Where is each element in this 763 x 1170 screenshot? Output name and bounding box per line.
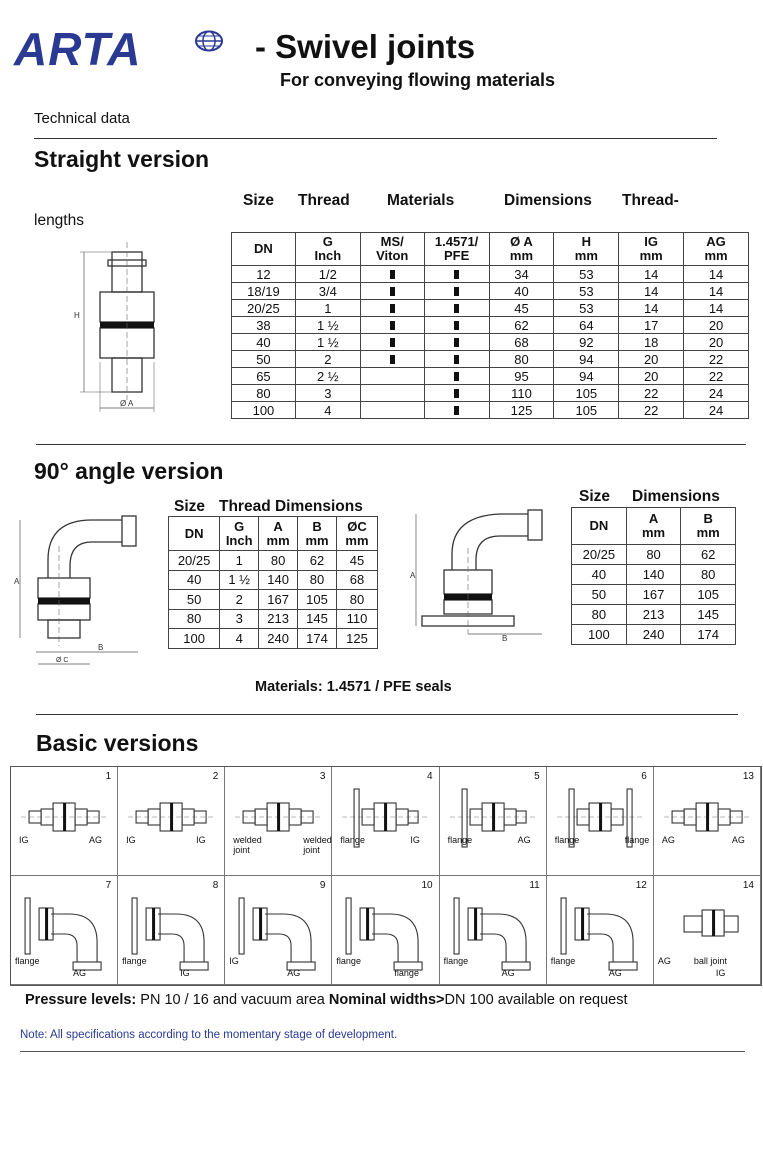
table-row [572, 585, 736, 605]
table-cell: 80 [336, 590, 377, 610]
basic-version-drawing [332, 876, 439, 985]
table-cell: 3 [295, 385, 360, 402]
a-label: Ø A [120, 399, 134, 408]
angle-size-label: Size [174, 498, 206, 515]
table-cell: 14 [619, 266, 684, 283]
table-row [232, 368, 749, 385]
table-cell: 100 [232, 402, 296, 419]
basic-version-cell [547, 767, 654, 876]
table-row [169, 570, 378, 590]
table-cell [360, 317, 424, 334]
material-available-mark [454, 389, 459, 398]
basic-version-cell [11, 876, 118, 985]
divider [36, 714, 738, 715]
table-cell [424, 351, 489, 368]
table-row [232, 300, 749, 317]
material-available-mark [390, 321, 395, 330]
connection-label: IG [180, 968, 190, 978]
table-cell: 4 [295, 402, 360, 419]
column-header: G Inch [220, 517, 259, 551]
table-cell: 40 [232, 334, 296, 351]
column-header: B mm [298, 517, 337, 551]
angle-heading: 90° angle version [34, 458, 224, 484]
connection-label: flange [340, 835, 365, 845]
table-cell: 92 [554, 334, 619, 351]
table-cell: 14 [619, 300, 684, 317]
table-cell: 20/25 [169, 551, 220, 571]
table-cell: 213 [259, 609, 298, 629]
connection-label: welded joint [233, 835, 262, 855]
globe-icon [194, 30, 224, 52]
table-cell: 50 [572, 585, 627, 605]
table-cell: 20/25 [232, 300, 296, 317]
version-number: 5 [534, 771, 540, 782]
angle-right-dims-label: Dimensions [632, 488, 720, 505]
pressure-line [25, 992, 628, 1008]
table-cell: 105 [554, 402, 619, 419]
material-available-mark [454, 372, 459, 381]
straight-heading: Straight version [34, 146, 210, 172]
table-cell: 20 [619, 351, 684, 368]
svg-text:Ø C: Ø C [56, 657, 69, 664]
connection-label: AG [517, 835, 531, 845]
connection-label: IG [126, 835, 136, 845]
table-cell: 22 [619, 385, 684, 402]
version-number: 10 [421, 880, 433, 891]
column-header: A mm [626, 508, 681, 545]
table-cell [424, 300, 489, 317]
column-header: G Inch [295, 233, 360, 266]
material-available-mark [390, 304, 395, 313]
connection-label: flange [550, 956, 576, 966]
table-cell: 20/25 [572, 545, 627, 565]
table-cell [424, 402, 489, 419]
table-row [572, 545, 736, 565]
table-row [232, 283, 749, 300]
pressure-label: Pressure levels: [25, 992, 137, 1008]
table-row [232, 402, 749, 419]
table-cell: 80 [169, 609, 220, 629]
connection-label: welded joint [303, 835, 332, 855]
basic-version-drawing [118, 767, 225, 876]
version-number: 1 [105, 771, 112, 782]
material-available-mark [454, 287, 459, 296]
svg-text:A: A [14, 577, 20, 586]
table-cell: 22 [684, 351, 749, 368]
table-cell: 240 [626, 625, 681, 645]
material-available-mark [454, 270, 459, 279]
dimensions-label: Dimensions [504, 192, 592, 209]
basic-version-drawing [440, 876, 547, 985]
table-cell: 2 ½ [295, 368, 360, 385]
table-cell: 125 [489, 402, 554, 419]
table-cell: 40 [489, 283, 554, 300]
connection-label: flange [122, 956, 147, 966]
table-cell: 62 [681, 545, 736, 565]
table-cell: 240 [259, 629, 298, 649]
table-cell: 62 [489, 317, 554, 334]
basic-version-cell [118, 876, 225, 985]
basic-version-drawing [440, 767, 547, 876]
angle-materials: Materials: 1.4571 / PFE seals [255, 679, 452, 695]
table-cell: 22 [619, 402, 684, 419]
version-number: 6 [641, 771, 647, 782]
version-number: 7 [105, 880, 112, 891]
version-number: 12 [635, 880, 647, 891]
table-cell [424, 334, 489, 351]
version-number: 13 [742, 771, 754, 782]
connection-label: AG [73, 968, 87, 978]
material-available-mark [390, 355, 395, 364]
version-number: 8 [212, 880, 219, 891]
table-cell: 145 [681, 605, 736, 625]
table-cell: 80 [232, 385, 296, 402]
table-cell: 110 [336, 609, 377, 629]
connection-label: AG [657, 956, 671, 966]
materials-label: Materials [387, 192, 455, 209]
table-cell: 68 [489, 334, 554, 351]
table-row [232, 385, 749, 402]
table-cell: 18/19 [232, 283, 296, 300]
table-cell: 68 [336, 570, 377, 590]
angle-left-table [168, 516, 378, 649]
table-cell: 125 [336, 629, 377, 649]
table-cell: 1 ½ [295, 317, 360, 334]
basic-version-drawing [654, 767, 761, 876]
table-cell: 80 [489, 351, 554, 368]
basic-version-drawing [547, 767, 654, 876]
table-row [169, 551, 378, 571]
table-cell: 213 [626, 605, 681, 625]
table-cell [424, 283, 489, 300]
connection-label: IG [196, 835, 206, 845]
thread-lengths-label: Thread- [622, 192, 679, 209]
material-available-mark [454, 304, 459, 313]
table-cell: 105 [681, 585, 736, 605]
brand-name: ARTA [14, 23, 142, 75]
nominal-label: Nominal widths> [328, 992, 445, 1008]
table-cell: 40 [169, 570, 220, 590]
basic-version-cell [118, 767, 225, 876]
connection-label: flange [394, 968, 419, 978]
basic-version-drawing [225, 767, 332, 876]
basic-version-cell [332, 767, 439, 876]
nominal-value: DN 100 available on request [444, 992, 628, 1008]
connection-label: flange [447, 835, 473, 845]
table-cell: 45 [489, 300, 554, 317]
basic-version-cell [225, 876, 332, 985]
svg-text:B: B [502, 634, 508, 642]
table-cell: 62 [298, 551, 337, 571]
basic-version-cell [654, 767, 761, 876]
table-cell: 17 [619, 317, 684, 334]
connection-label: AG [501, 968, 515, 978]
table-row [169, 609, 378, 629]
size-label: Size [243, 192, 275, 209]
thread-lengths-label-2: lengths [34, 212, 84, 229]
table-cell: 174 [681, 625, 736, 645]
column-header: DN [572, 508, 627, 545]
material-available-mark [454, 355, 459, 364]
technical-data-label: Technical data [34, 110, 130, 127]
svg-text:A: A [410, 571, 416, 580]
table-cell: 1 ½ [295, 334, 360, 351]
angle-flange-drawing [410, 508, 560, 642]
svg-text:B: B [98, 643, 104, 652]
table-cell: 95 [489, 368, 554, 385]
connection-label: AG [89, 835, 103, 845]
angle-joint-drawing [12, 506, 144, 672]
table-cell: 14 [684, 266, 749, 283]
basic-heading: Basic versions [36, 730, 199, 756]
table-cell [360, 283, 424, 300]
material-available-mark [454, 321, 459, 330]
angle-right-table [571, 507, 736, 645]
column-header: AG mm [684, 233, 749, 266]
table-cell: 174 [298, 629, 337, 649]
basic-version-cell [654, 876, 761, 985]
arta-logo [14, 23, 220, 75]
table-cell [360, 402, 424, 419]
table-cell: 18 [619, 334, 684, 351]
table-cell [360, 334, 424, 351]
divider [34, 138, 717, 139]
table-row [169, 629, 378, 649]
version-number: 11 [529, 880, 540, 891]
material-available-mark [390, 287, 395, 296]
table-cell: 40 [572, 565, 627, 585]
table-cell [360, 368, 424, 385]
connection-label: ball joint [693, 956, 727, 966]
table-cell: 167 [259, 590, 298, 610]
material-available-mark [390, 338, 395, 347]
table-cell: 24 [684, 385, 749, 402]
table-cell: 3 [220, 609, 259, 629]
connection-label: flange [15, 956, 40, 966]
connection-label: AG [608, 968, 622, 978]
table-cell: 12 [232, 266, 296, 283]
table-cell: 140 [259, 570, 298, 590]
table-cell: 14 [619, 283, 684, 300]
table-cell: 20 [684, 334, 749, 351]
basic-version-cell [440, 767, 547, 876]
straight-joint-drawing [72, 232, 182, 418]
table-cell [424, 368, 489, 385]
table-cell: 2 [295, 351, 360, 368]
version-number: 9 [319, 880, 326, 891]
column-header: H mm [554, 233, 619, 266]
basic-version-cell [332, 876, 439, 985]
basic-version-drawing [225, 876, 332, 985]
table-cell: 80 [572, 605, 627, 625]
basic-version-cell [547, 876, 654, 985]
table-row [232, 351, 749, 368]
table-cell: 53 [554, 283, 619, 300]
table-cell: 53 [554, 300, 619, 317]
table-cell: 145 [298, 609, 337, 629]
table-cell: 3/4 [295, 283, 360, 300]
table-cell: 50 [169, 590, 220, 610]
table-cell: 20 [684, 317, 749, 334]
table-row [232, 266, 749, 283]
basic-version-drawing [118, 876, 225, 985]
table-cell: 14 [684, 283, 749, 300]
table-cell [360, 351, 424, 368]
table-row [572, 625, 736, 645]
pressure-value: PN 10 / 16 and vacuum area [136, 992, 329, 1008]
table-cell: 22 [684, 368, 749, 385]
basic-version-drawing [11, 767, 118, 876]
connection-label: IG [715, 968, 726, 978]
angle-right-size-label: Size [579, 488, 611, 505]
material-available-mark [390, 270, 395, 279]
divider [36, 444, 746, 445]
table-row [572, 565, 736, 585]
connection-label: AG [731, 835, 745, 845]
table-cell: 140 [626, 565, 681, 585]
connection-label: AG [661, 835, 675, 845]
column-header: A mm [259, 517, 298, 551]
table-cell: 80 [298, 570, 337, 590]
connection-label: IG [410, 835, 420, 845]
basic-version-drawing [11, 876, 118, 985]
table-cell: 50 [232, 351, 296, 368]
table-cell: 80 [681, 565, 736, 585]
column-header: DN [169, 517, 220, 551]
connection-label: flange [443, 956, 469, 966]
table-row [169, 590, 378, 610]
basic-version-drawing [654, 876, 761, 985]
column-header: IG mm [619, 233, 684, 266]
straight-table [231, 232, 749, 419]
angle-thread-dims-label: Thread Dimensions [219, 498, 363, 515]
table-cell: 110 [489, 385, 554, 402]
table-cell: 167 [626, 585, 681, 605]
basic-version-drawing [547, 876, 654, 985]
column-header: ØC mm [336, 517, 377, 551]
connection-label: IG [19, 835, 29, 845]
table-cell: 20 [619, 368, 684, 385]
page-title: - Swivel joints [255, 28, 476, 65]
table-cell: 80 [259, 551, 298, 571]
version-number: 2 [212, 771, 219, 782]
table-cell [424, 385, 489, 402]
connection-label: IG [229, 956, 239, 966]
table-cell: 94 [554, 351, 619, 368]
column-header: Ø A mm [489, 233, 554, 266]
development-note: Note: All specifications according to the momentary stage of development. [20, 1029, 398, 1041]
basic-version-cell [440, 876, 547, 985]
column-header: 1.4571/ PFE [424, 233, 489, 266]
divider [20, 1051, 745, 1052]
table-cell: 38 [232, 317, 296, 334]
table-cell [424, 317, 489, 334]
basic-versions-grid [10, 766, 762, 986]
basic-version-cell [225, 767, 332, 876]
table-cell: 100 [169, 629, 220, 649]
connection-label: flange [554, 835, 580, 845]
table-cell: 14 [684, 300, 749, 317]
table-cell: 94 [554, 368, 619, 385]
table-cell: 34 [489, 266, 554, 283]
basic-version-drawing [332, 767, 439, 876]
material-available-mark [454, 338, 459, 347]
thread-label: Thread [298, 192, 350, 209]
table-row [232, 334, 749, 351]
table-cell: 64 [554, 317, 619, 334]
connection-label: flange [336, 956, 361, 966]
table-cell: 1 ½ [220, 570, 259, 590]
h-label: H [74, 311, 80, 320]
table-cell [360, 385, 424, 402]
table-cell: 105 [298, 590, 337, 610]
table-cell [424, 266, 489, 283]
table-cell: 1/2 [295, 266, 360, 283]
table-cell: 1 [220, 551, 259, 571]
connection-label: AG [287, 968, 301, 978]
table-cell: 24 [684, 402, 749, 419]
table-cell: 4 [220, 629, 259, 649]
version-number: 14 [742, 880, 754, 891]
table-cell: 65 [232, 368, 296, 385]
table-cell: 45 [336, 551, 377, 571]
table-cell: 2 [220, 590, 259, 610]
table-cell: 53 [554, 266, 619, 283]
material-available-mark [454, 406, 459, 415]
version-number: 3 [319, 771, 326, 782]
table-cell [360, 266, 424, 283]
column-header: DN [232, 233, 296, 266]
version-number: 4 [427, 771, 433, 782]
table-cell: 80 [626, 545, 681, 565]
table-cell: 105 [554, 385, 619, 402]
table-row [572, 605, 736, 625]
table-cell: 1 [295, 300, 360, 317]
basic-version-cell [11, 767, 118, 876]
table-row [232, 317, 749, 334]
table-cell: 100 [572, 625, 627, 645]
page-subtitle: For conveying flowing materials [280, 70, 556, 90]
connection-label: flange [624, 835, 650, 845]
table-cell [360, 300, 424, 317]
column-header: MS/ Viton [360, 233, 424, 266]
column-header: B mm [681, 508, 736, 545]
